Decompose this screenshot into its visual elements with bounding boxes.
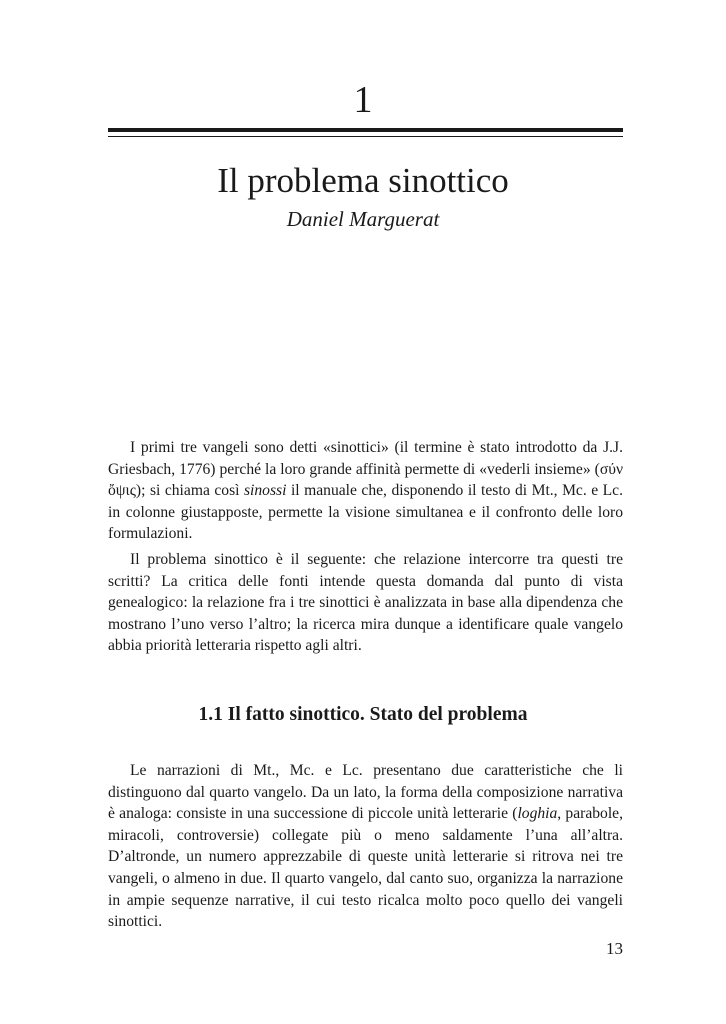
paragraph-text: Il problema sinottico è il seguente: che relazione intercorre tra questi tre scritti? La critica delle fonti intende questa domanda dal punto di vista genealogico: la relazione fra i tre sinottici è analizzata in base alla dipendenza che mostrano l’uno verso l’altro; la ricerca mira dunque a identificare quale vangelo abbia priorità letteraria rispetto agli altri. — [108, 551, 623, 655]
emphasized-term: sinossi — [243, 482, 287, 500]
intro-paragraph-2 — [108, 549, 623, 657]
chapter-author: Daniel Marguerat — [286, 207, 440, 231]
paragraph-text: I primi tre vangeli sono detti «sinottici» (il termine è stato introdotto da J.J. Griesbach, 1776) perché la loro grande affinità permette di «vederli insieme» (σύν ὄψις); si chiama così — [108, 439, 623, 500]
paragraph-text: , parabole, miracoli, controversie) collegate più o meno saldamente l’una all’altra. D’altronde, un numero apprezzabile di queste unità letterarie si ritrova nei tre vangeli, o almeno in due. Il quarto vangelo, dal canto suo, organizza la narrazione in ampie sequenze narrative, il cui testo ricalca molto poco quello dei vangeli sinottici. — [108, 805, 623, 931]
emphasized-term: loghia — [517, 805, 558, 823]
chapter-number: 1 — [353, 79, 373, 121]
section-paragraph-1 — [108, 760, 623, 933]
paragraph-text: il manuale che, disponendo il testo di Mt., Mc. e Lc. in colonne giustapposte, permette la visione simultanea e il confronto delle loro formulazioni. — [108, 482, 624, 543]
chapter-rule-thick — [108, 128, 623, 132]
chapter-rule-thin — [108, 136, 623, 137]
page-number: 13 — [606, 939, 623, 958]
section-heading: 1.1 Il fatto sinottico. Stato del problema — [198, 704, 528, 725]
intro-paragraph-1 — [108, 437, 623, 545]
chapter-title: Il problema sinottico — [217, 161, 509, 200]
paragraph-text: Le narrazioni di Mt., Mc. e Lc. presentano due caratteristiche che li distinguono dal quarto vangelo. Da un lato, la forma della composizione narrativa è analoga: consiste in una successione di piccole unità letterarie ( — [108, 762, 623, 823]
